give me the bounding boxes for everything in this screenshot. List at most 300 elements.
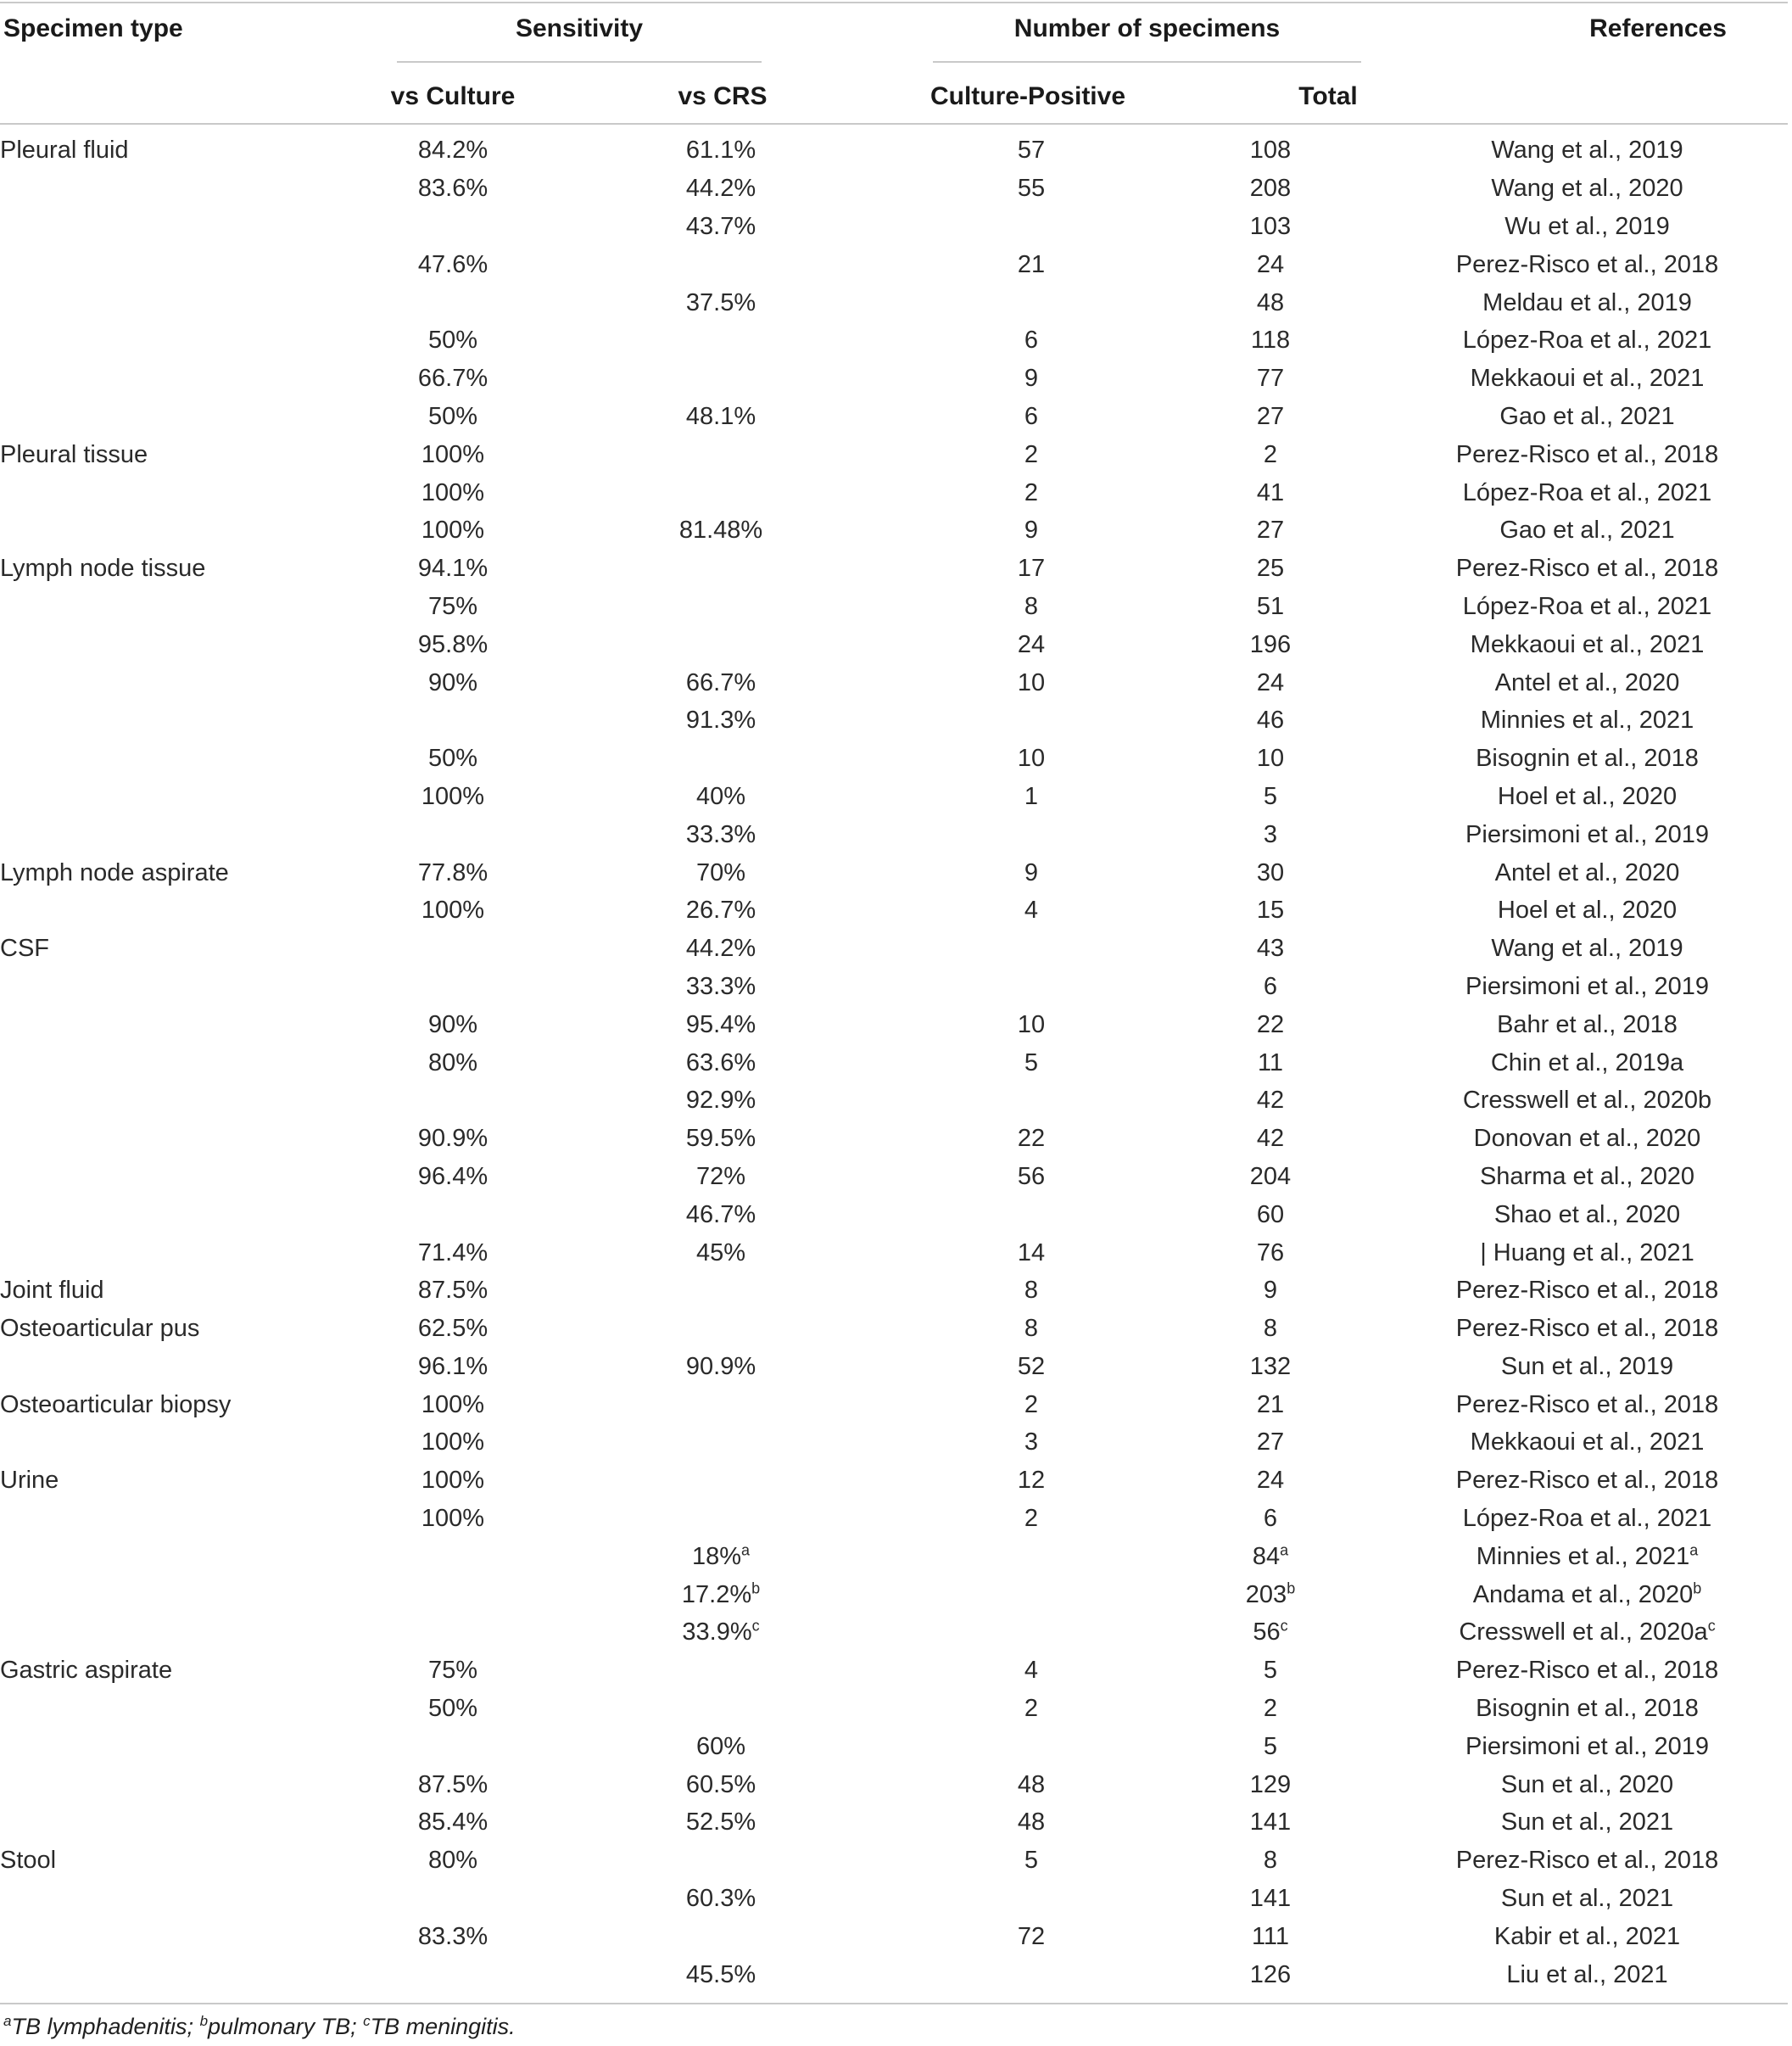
table-row — [0, 1955, 1792, 1993]
sensitivity-vs-culture-cell — [368, 1005, 538, 1043]
footnote-text-b: pulmonary TB; — [208, 2014, 364, 2039]
sensitivity-vs-culture-cell — [368, 208, 538, 246]
specimen-type-cell — [0, 1120, 368, 1158]
specimen-type-cell — [0, 131, 368, 170]
sensitivity-vs-crs-cell — [538, 1385, 904, 1423]
reference-cell — [1382, 1917, 1792, 1955]
reference-cell-text: Kabir et al., 2021 — [1493, 1922, 1681, 1950]
sensitivity-vs-culture-cell-text: 100% — [421, 1428, 485, 1456]
total-count-cell — [1158, 1005, 1382, 1043]
reference-cell — [1382, 512, 1792, 550]
sensitivity-vs-crs-cell — [538, 1652, 904, 1690]
sensitivity-vs-culture-cell — [368, 1500, 538, 1538]
sensitivity-vs-crs-cell — [538, 740, 904, 778]
reference-cell-text: Chin et al., 2019a — [1490, 1048, 1684, 1076]
culture-positive-count-cell-text: 21 — [1017, 250, 1046, 278]
reference-cell — [1382, 815, 1792, 853]
specimen-type-cell — [0, 1423, 368, 1462]
culture-positive-count-cell — [904, 1158, 1158, 1196]
sensitivity-vs-crs-cell-text: 48.1% — [685, 402, 756, 430]
table-row — [0, 1537, 1792, 1575]
footnote-marker: c — [1280, 1617, 1288, 1635]
sensitivity-vs-culture-cell-text: 80% — [427, 1847, 478, 1875]
culture-positive-count-cell — [904, 588, 1158, 626]
total-count-cell — [1158, 208, 1382, 246]
specimen-type-cell-text: CSF — [0, 935, 49, 963]
table-row — [0, 1272, 1792, 1310]
total-count-cell — [1158, 1613, 1382, 1652]
table-row — [0, 1652, 1792, 1690]
sensitivity-vs-culture-cell — [368, 815, 538, 853]
total-count-cell — [1158, 1690, 1382, 1728]
specimen-type-cell — [0, 1462, 368, 1500]
sensitivity-vs-crs-cell — [538, 1195, 904, 1233]
reference-cell-text: Bisognin et al., 2018 — [1476, 1695, 1699, 1723]
culture-positive-count-cell-text: 2 — [1024, 1695, 1039, 1723]
top-rule — [0, 2, 1788, 3]
reference-cell — [1382, 930, 1792, 968]
total-count-cell-text: 60 — [1256, 1200, 1285, 1228]
culture-positive-count-cell-text: 12 — [1017, 1467, 1046, 1495]
culture-positive-count-cell — [904, 1917, 1158, 1955]
table-row — [0, 1195, 1792, 1233]
total-count-cell — [1158, 588, 1382, 626]
culture-positive-count-cell — [904, 1233, 1158, 1272]
reference-cell — [1382, 1272, 1792, 1310]
reference-cell — [1382, 170, 1792, 208]
sensitivity-vs-crs-cell — [538, 1765, 904, 1803]
sensitivity-vs-crs-cell-text: 70% — [695, 858, 746, 886]
specimen-type-cell — [0, 1727, 368, 1765]
reference-cell — [1382, 625, 1792, 663]
reference-cell-text: López-Roa et al., 2021 — [1462, 478, 1712, 506]
total-count-cell-text: 196 — [1249, 630, 1292, 658]
table-bottom-rule — [0, 2003, 1788, 2004]
culture-positive-count-cell — [904, 1765, 1158, 1803]
sensitivity-vs-culture-cell-text: 85.4% — [417, 1808, 488, 1836]
specimens-rule — [933, 61, 1361, 63]
sensitivity-vs-culture-cell-text: 83.3% — [417, 1922, 488, 1950]
reference-cell — [1382, 1423, 1792, 1462]
culture-positive-count-cell-text: 57 — [1017, 137, 1046, 165]
table-row — [0, 1348, 1792, 1386]
sensitivity-vs-culture-cell-text: 75% — [427, 1657, 478, 1685]
reference-cell — [1382, 1880, 1792, 1918]
reference-cell — [1382, 1462, 1792, 1500]
reference-cell-text: Perez-Risco et al., 2018 — [1455, 440, 1719, 468]
sensitivity-vs-crs-cell-text: 26.7% — [685, 897, 756, 925]
total-count-cell-text: 9 — [1263, 1277, 1278, 1305]
sensitivity-vs-culture-cell — [368, 1233, 538, 1272]
culture-positive-count-cell-text: 72 — [1017, 1922, 1046, 1950]
total-count-cell-text: 5 — [1263, 1732, 1278, 1760]
reference-cell-text: Mekkaoui et al., 2021 — [1470, 365, 1705, 393]
footnote-marker: a — [1280, 1541, 1289, 1559]
specimen-type-cell — [0, 1272, 368, 1310]
reference-cell-text: Piersimoni et al., 2019 — [1465, 820, 1709, 848]
total-count-cell-text: 84 — [1252, 1542, 1281, 1570]
culture-positive-count-cell — [904, 1005, 1158, 1043]
total-count-cell-text: 10 — [1256, 745, 1285, 773]
specimen-type-cell — [0, 1690, 368, 1728]
culture-positive-count-cell — [904, 1803, 1158, 1842]
total-count-cell — [1158, 1043, 1382, 1082]
sensitivity-vs-crs-cell-text: 72% — [695, 1162, 746, 1190]
footnote-marker: c — [751, 1617, 760, 1635]
sensitivity-vs-culture-cell — [368, 1082, 538, 1120]
sensitivity-vs-crs-cell-text: 92.9% — [685, 1087, 756, 1115]
specimen-type-cell-text: Pleural fluid — [0, 137, 129, 165]
reference-cell — [1382, 1803, 1792, 1842]
culture-positive-count-cell-text: 10 — [1017, 1010, 1046, 1038]
table-row — [0, 1727, 1792, 1765]
sensitivity-vs-crs-cell-text: 66.7% — [685, 668, 756, 696]
reference-cell-text: Sun et al., 2020 — [1500, 1770, 1674, 1798]
reference-cell-text: López-Roa et al., 2021 — [1462, 327, 1712, 355]
culture-positive-count-cell — [904, 1613, 1158, 1652]
reference-cell — [1382, 1842, 1792, 1880]
sensitivity-vs-crs-cell — [538, 1727, 904, 1765]
header-specimen-type: Specimen type — [3, 14, 183, 42]
culture-positive-count-cell-text: 6 — [1024, 327, 1039, 355]
table-row — [0, 1500, 1792, 1538]
sensitivity-vs-crs-cell — [538, 1233, 904, 1272]
reference-cell-text: Mekkaoui et al., 2021 — [1470, 630, 1705, 658]
culture-positive-count-cell — [904, 1690, 1158, 1728]
sensitivity-vs-crs-cell-text: 18% — [691, 1542, 742, 1570]
footnote-marker: b — [751, 1579, 761, 1597]
culture-positive-count-cell — [904, 1385, 1158, 1423]
reference-cell-text: Antel et al., 2020 — [1494, 858, 1680, 886]
reference-cell-text: Wang et al., 2019 — [1491, 137, 1683, 165]
table-row — [0, 283, 1792, 321]
table-row — [0, 1575, 1792, 1613]
specimen-type-cell — [0, 1195, 368, 1233]
sensitivity-vs-culture-cell-text: 71.4% — [417, 1238, 488, 1266]
reference-cell — [1382, 702, 1792, 740]
sensitivity-vs-crs-cell — [538, 1005, 904, 1043]
sensitivity-vs-crs-cell-text: 95.4% — [685, 1010, 756, 1038]
total-count-cell-text: 21 — [1256, 1390, 1285, 1418]
sensitivity-vs-culture-cell-text: 96.4% — [417, 1162, 488, 1190]
reference-cell — [1382, 1195, 1792, 1233]
reference-cell-text: Cresswell et al., 2020b — [1462, 1087, 1712, 1115]
table-row — [0, 1462, 1792, 1500]
reference-cell-text: Perez-Risco et al., 2018 — [1455, 250, 1719, 278]
sensitivity-vs-crs-cell — [538, 930, 904, 968]
reference-cell — [1382, 1727, 1792, 1765]
sensitivity-vs-crs-cell — [538, 1272, 904, 1310]
table-row — [0, 892, 1792, 930]
culture-positive-count-cell — [904, 208, 1158, 246]
total-count-cell — [1158, 1082, 1382, 1120]
sensitivity-vs-culture-cell — [368, 1917, 538, 1955]
total-count-cell — [1158, 435, 1382, 473]
sensitivity-vs-culture-cell — [368, 1195, 538, 1233]
table-row — [0, 1880, 1792, 1918]
total-count-cell-text: 42 — [1256, 1125, 1285, 1153]
table-row — [0, 625, 1792, 663]
reference-cell-text: Sun et al., 2021 — [1500, 1885, 1674, 1913]
culture-positive-count-cell-text: 10 — [1017, 668, 1046, 696]
total-count-cell-text: 30 — [1256, 858, 1285, 886]
footnote-text-a: TB lymphadenitis; — [11, 2014, 200, 2039]
culture-positive-count-cell — [904, 1955, 1158, 1993]
culture-positive-count-cell-text: 9 — [1024, 365, 1039, 393]
sensitivity-vs-crs-cell-text: 60.5% — [685, 1770, 756, 1798]
total-count-cell — [1158, 663, 1382, 702]
sensitivity-vs-culture-cell-text: 50% — [427, 402, 478, 430]
culture-positive-count-cell — [904, 321, 1158, 360]
specimen-type-cell — [0, 663, 368, 702]
sensitivity-vs-culture-cell-text: 50% — [427, 1695, 478, 1723]
specimen-type-cell-text: Urine — [0, 1467, 59, 1495]
reference-cell — [1382, 1765, 1792, 1803]
total-count-cell — [1158, 1842, 1382, 1880]
culture-positive-count-cell — [904, 550, 1158, 588]
sensitivity-vs-culture-cell-text: 96.1% — [417, 1352, 488, 1380]
specimen-type-cell — [0, 245, 368, 283]
reference-cell — [1382, 1158, 1792, 1196]
sensitivity-vs-crs-cell — [538, 968, 904, 1006]
culture-positive-count-cell — [904, 1272, 1158, 1310]
sensitivity-vs-culture-cell-text: 100% — [421, 1505, 485, 1533]
reference-cell — [1382, 473, 1792, 512]
specimen-type-cell — [0, 1955, 368, 1993]
table-row — [0, 550, 1792, 588]
total-count-cell-text: 56 — [1253, 1618, 1281, 1646]
sensitivity-vs-culture-cell — [368, 1575, 538, 1613]
reference-cell — [1382, 131, 1792, 170]
table-row — [0, 853, 1792, 892]
total-count-cell-text: 11 — [1257, 1048, 1284, 1076]
culture-positive-count-cell-text: 1 — [1024, 782, 1039, 810]
total-count-cell — [1158, 1765, 1382, 1803]
reference-cell-text: Perez-Risco et al., 2018 — [1455, 555, 1719, 583]
sensitivity-vs-culture-cell — [368, 360, 538, 398]
reference-cell — [1382, 853, 1792, 892]
specimen-type-cell-text: Lymph node tissue — [0, 555, 206, 583]
culture-positive-count-cell — [904, 1082, 1158, 1120]
culture-positive-count-cell — [904, 968, 1158, 1006]
total-count-cell — [1158, 1233, 1382, 1272]
specimen-type-cell — [0, 1348, 368, 1386]
total-count-cell-text: 111 — [1251, 1922, 1290, 1950]
reference-cell — [1382, 245, 1792, 283]
sensitivity-vs-culture-cell — [368, 1880, 538, 1918]
culture-positive-count-cell — [904, 1043, 1158, 1082]
reference-cell — [1382, 1575, 1792, 1613]
sensitivity-vs-crs-cell-text: 60% — [695, 1732, 746, 1760]
specimen-type-cell — [0, 1575, 368, 1613]
reference-cell-text: Perez-Risco et al., 2018 — [1455, 1467, 1719, 1495]
culture-positive-count-cell — [904, 1120, 1158, 1158]
sensitivity-vs-crs-cell — [538, 1955, 904, 1993]
sensitivity-vs-crs-cell — [538, 208, 904, 246]
culture-positive-count-cell-text: 48 — [1017, 1808, 1046, 1836]
reference-cell-text: Wu et al., 2019 — [1504, 212, 1670, 240]
specimen-type-cell — [0, 550, 368, 588]
sensitivity-vs-culture-cell-text: 83.6% — [417, 175, 488, 203]
sensitivity-vs-culture-cell-text: 66.7% — [417, 365, 488, 393]
sensitivity-vs-culture-cell-text: 87.5% — [417, 1277, 488, 1305]
sensitivity-vs-crs-cell — [538, 1917, 904, 1955]
reference-cell — [1382, 1652, 1792, 1690]
culture-positive-count-cell-text: 17 — [1017, 555, 1046, 583]
total-count-cell — [1158, 131, 1382, 170]
sensitivity-vs-culture-cell — [368, 398, 538, 436]
total-count-cell-text: 141 — [1249, 1808, 1292, 1836]
sensitivity-vs-crs-cell — [538, 435, 904, 473]
culture-positive-count-cell — [904, 1537, 1158, 1575]
table-row — [0, 245, 1792, 283]
header-number-of-specimens: Number of specimens — [1013, 14, 1281, 42]
sensitivity-vs-culture-cell-text: 100% — [421, 1390, 485, 1418]
sensitivity-vs-crs-cell-text: 63.6% — [685, 1048, 756, 1076]
sensitivity-vs-crs-cell — [538, 170, 904, 208]
reference-cell-text: Shao et al., 2020 — [1493, 1200, 1681, 1228]
table-row — [0, 1690, 1792, 1728]
reference-cell-text: Minnies et al., 2021 — [1476, 1542, 1690, 1570]
table-row — [0, 1423, 1792, 1462]
culture-positive-count-cell-text: 56 — [1017, 1162, 1046, 1190]
culture-positive-count-cell — [904, 1423, 1158, 1462]
table-row — [0, 321, 1792, 360]
total-count-cell-text: 204 — [1249, 1162, 1292, 1190]
reference-cell — [1382, 740, 1792, 778]
total-count-cell-text: 5 — [1263, 1657, 1278, 1685]
table-row — [0, 435, 1792, 473]
total-count-cell-text: 132 — [1249, 1352, 1292, 1380]
total-count-cell — [1158, 1955, 1382, 1993]
sensitivity-vs-culture-cell — [368, 435, 538, 473]
culture-positive-count-cell — [904, 170, 1158, 208]
specimen-type-cell — [0, 1652, 368, 1690]
sensitivity-vs-crs-cell — [538, 1880, 904, 1918]
total-count-cell — [1158, 1310, 1382, 1348]
table-row — [0, 1120, 1792, 1158]
total-count-cell-text: 48 — [1256, 288, 1285, 316]
total-count-cell — [1158, 550, 1382, 588]
header-culture-positive: Culture-Positive — [929, 82, 1126, 110]
total-count-cell — [1158, 1917, 1382, 1955]
specimen-type-cell — [0, 512, 368, 550]
sensitivity-vs-culture-cell — [368, 512, 538, 550]
reference-cell — [1382, 283, 1792, 321]
sensitivity-vs-culture-cell — [368, 321, 538, 360]
total-count-cell — [1158, 473, 1382, 512]
sensitivity-vs-crs-cell — [538, 1158, 904, 1196]
specimen-type-cell — [0, 1537, 368, 1575]
total-count-cell-text: 2 — [1263, 440, 1278, 468]
culture-positive-count-cell — [904, 1727, 1158, 1765]
specimen-type-cell — [0, 283, 368, 321]
table-row — [0, 1842, 1792, 1880]
sensitivity-vs-culture-cell — [368, 473, 538, 512]
sensitivity-vs-culture-cell — [368, 968, 538, 1006]
reference-cell-text: Perez-Risco et al., 2018 — [1455, 1390, 1719, 1418]
footnote-marker: b — [1287, 1579, 1296, 1597]
reference-cell-text: Gao et al., 2021 — [1499, 517, 1675, 545]
total-count-cell — [1158, 170, 1382, 208]
sensitivity-vs-culture-cell-text: 90.9% — [417, 1125, 488, 1153]
reference-cell-text: Piersimoni et al., 2019 — [1465, 1732, 1709, 1760]
total-count-cell-text: 76 — [1256, 1238, 1285, 1266]
reference-cell — [1382, 550, 1792, 588]
footnote-mark-a: a — [3, 2013, 12, 2029]
total-count-cell-text: 141 — [1249, 1885, 1292, 1913]
header-sensitivity: Sensitivity — [515, 14, 644, 42]
total-count-cell — [1158, 1158, 1382, 1196]
total-count-cell-text: 27 — [1256, 517, 1285, 545]
culture-positive-count-cell — [904, 1842, 1158, 1880]
culture-positive-count-cell — [904, 1462, 1158, 1500]
sensitivity-vs-culture-cell-text: 50% — [427, 327, 478, 355]
specimen-type-cell — [0, 1158, 368, 1196]
table-row — [0, 360, 1792, 398]
reference-cell — [1382, 778, 1792, 816]
sensitivity-vs-culture-cell — [368, 550, 538, 588]
sensitivity-vs-crs-cell-text: 90.9% — [685, 1352, 756, 1380]
reference-cell-text: Wang et al., 2020 — [1491, 175, 1683, 203]
specimen-type-cell-text: Osteoarticular pus — [0, 1315, 200, 1343]
culture-positive-count-cell-text: 5 — [1024, 1048, 1039, 1076]
total-count-cell-text: 51 — [1256, 592, 1285, 620]
table-row — [0, 1917, 1792, 1955]
sensitivity-vs-crs-cell — [538, 1462, 904, 1500]
total-count-cell — [1158, 1537, 1382, 1575]
sensitivity-vs-culture-cell — [368, 892, 538, 930]
total-count-cell — [1158, 1385, 1382, 1423]
specimen-type-cell — [0, 1005, 368, 1043]
total-count-cell-text: 77 — [1256, 365, 1285, 393]
specimen-type-cell — [0, 1043, 368, 1082]
specimen-type-cell — [0, 892, 368, 930]
specimen-type-cell — [0, 1880, 368, 1918]
total-count-cell — [1158, 625, 1382, 663]
reference-cell — [1382, 1500, 1792, 1538]
sensitivity-vs-crs-cell-text: 59.5% — [685, 1125, 756, 1153]
specimen-type-cell — [0, 1385, 368, 1423]
culture-positive-count-cell-text: 2 — [1024, 1390, 1039, 1418]
sensitivity-vs-culture-cell-text: 80% — [427, 1048, 478, 1076]
reference-cell — [1382, 1690, 1792, 1728]
culture-positive-count-cell-text: 24 — [1017, 630, 1046, 658]
reference-cell — [1382, 1082, 1792, 1120]
specimen-type-cell — [0, 815, 368, 853]
reference-cell — [1382, 360, 1792, 398]
culture-positive-count-cell — [904, 892, 1158, 930]
table-row — [0, 473, 1792, 512]
reference-cell — [1382, 892, 1792, 930]
reference-cell — [1382, 435, 1792, 473]
sensitivity-vs-culture-cell-text: 90% — [427, 1010, 478, 1038]
reference-cell — [1382, 1005, 1792, 1043]
reference-cell — [1382, 1385, 1792, 1423]
culture-positive-count-cell-text: 52 — [1017, 1352, 1046, 1380]
table-row — [0, 702, 1792, 740]
sensitivity-vs-culture-cell — [368, 1385, 538, 1423]
total-count-cell — [1158, 702, 1382, 740]
sensitivity-vs-crs-cell — [538, 1423, 904, 1462]
specimen-type-cell — [0, 853, 368, 892]
sensitivity-vs-crs-cell — [538, 1043, 904, 1082]
total-count-cell-text: 6 — [1263, 1505, 1278, 1533]
table-row — [0, 1233, 1792, 1272]
specimen-type-cell-text: Stool — [0, 1847, 57, 1875]
sensitivity-vs-crs-cell — [538, 588, 904, 626]
reference-cell — [1382, 1348, 1792, 1386]
